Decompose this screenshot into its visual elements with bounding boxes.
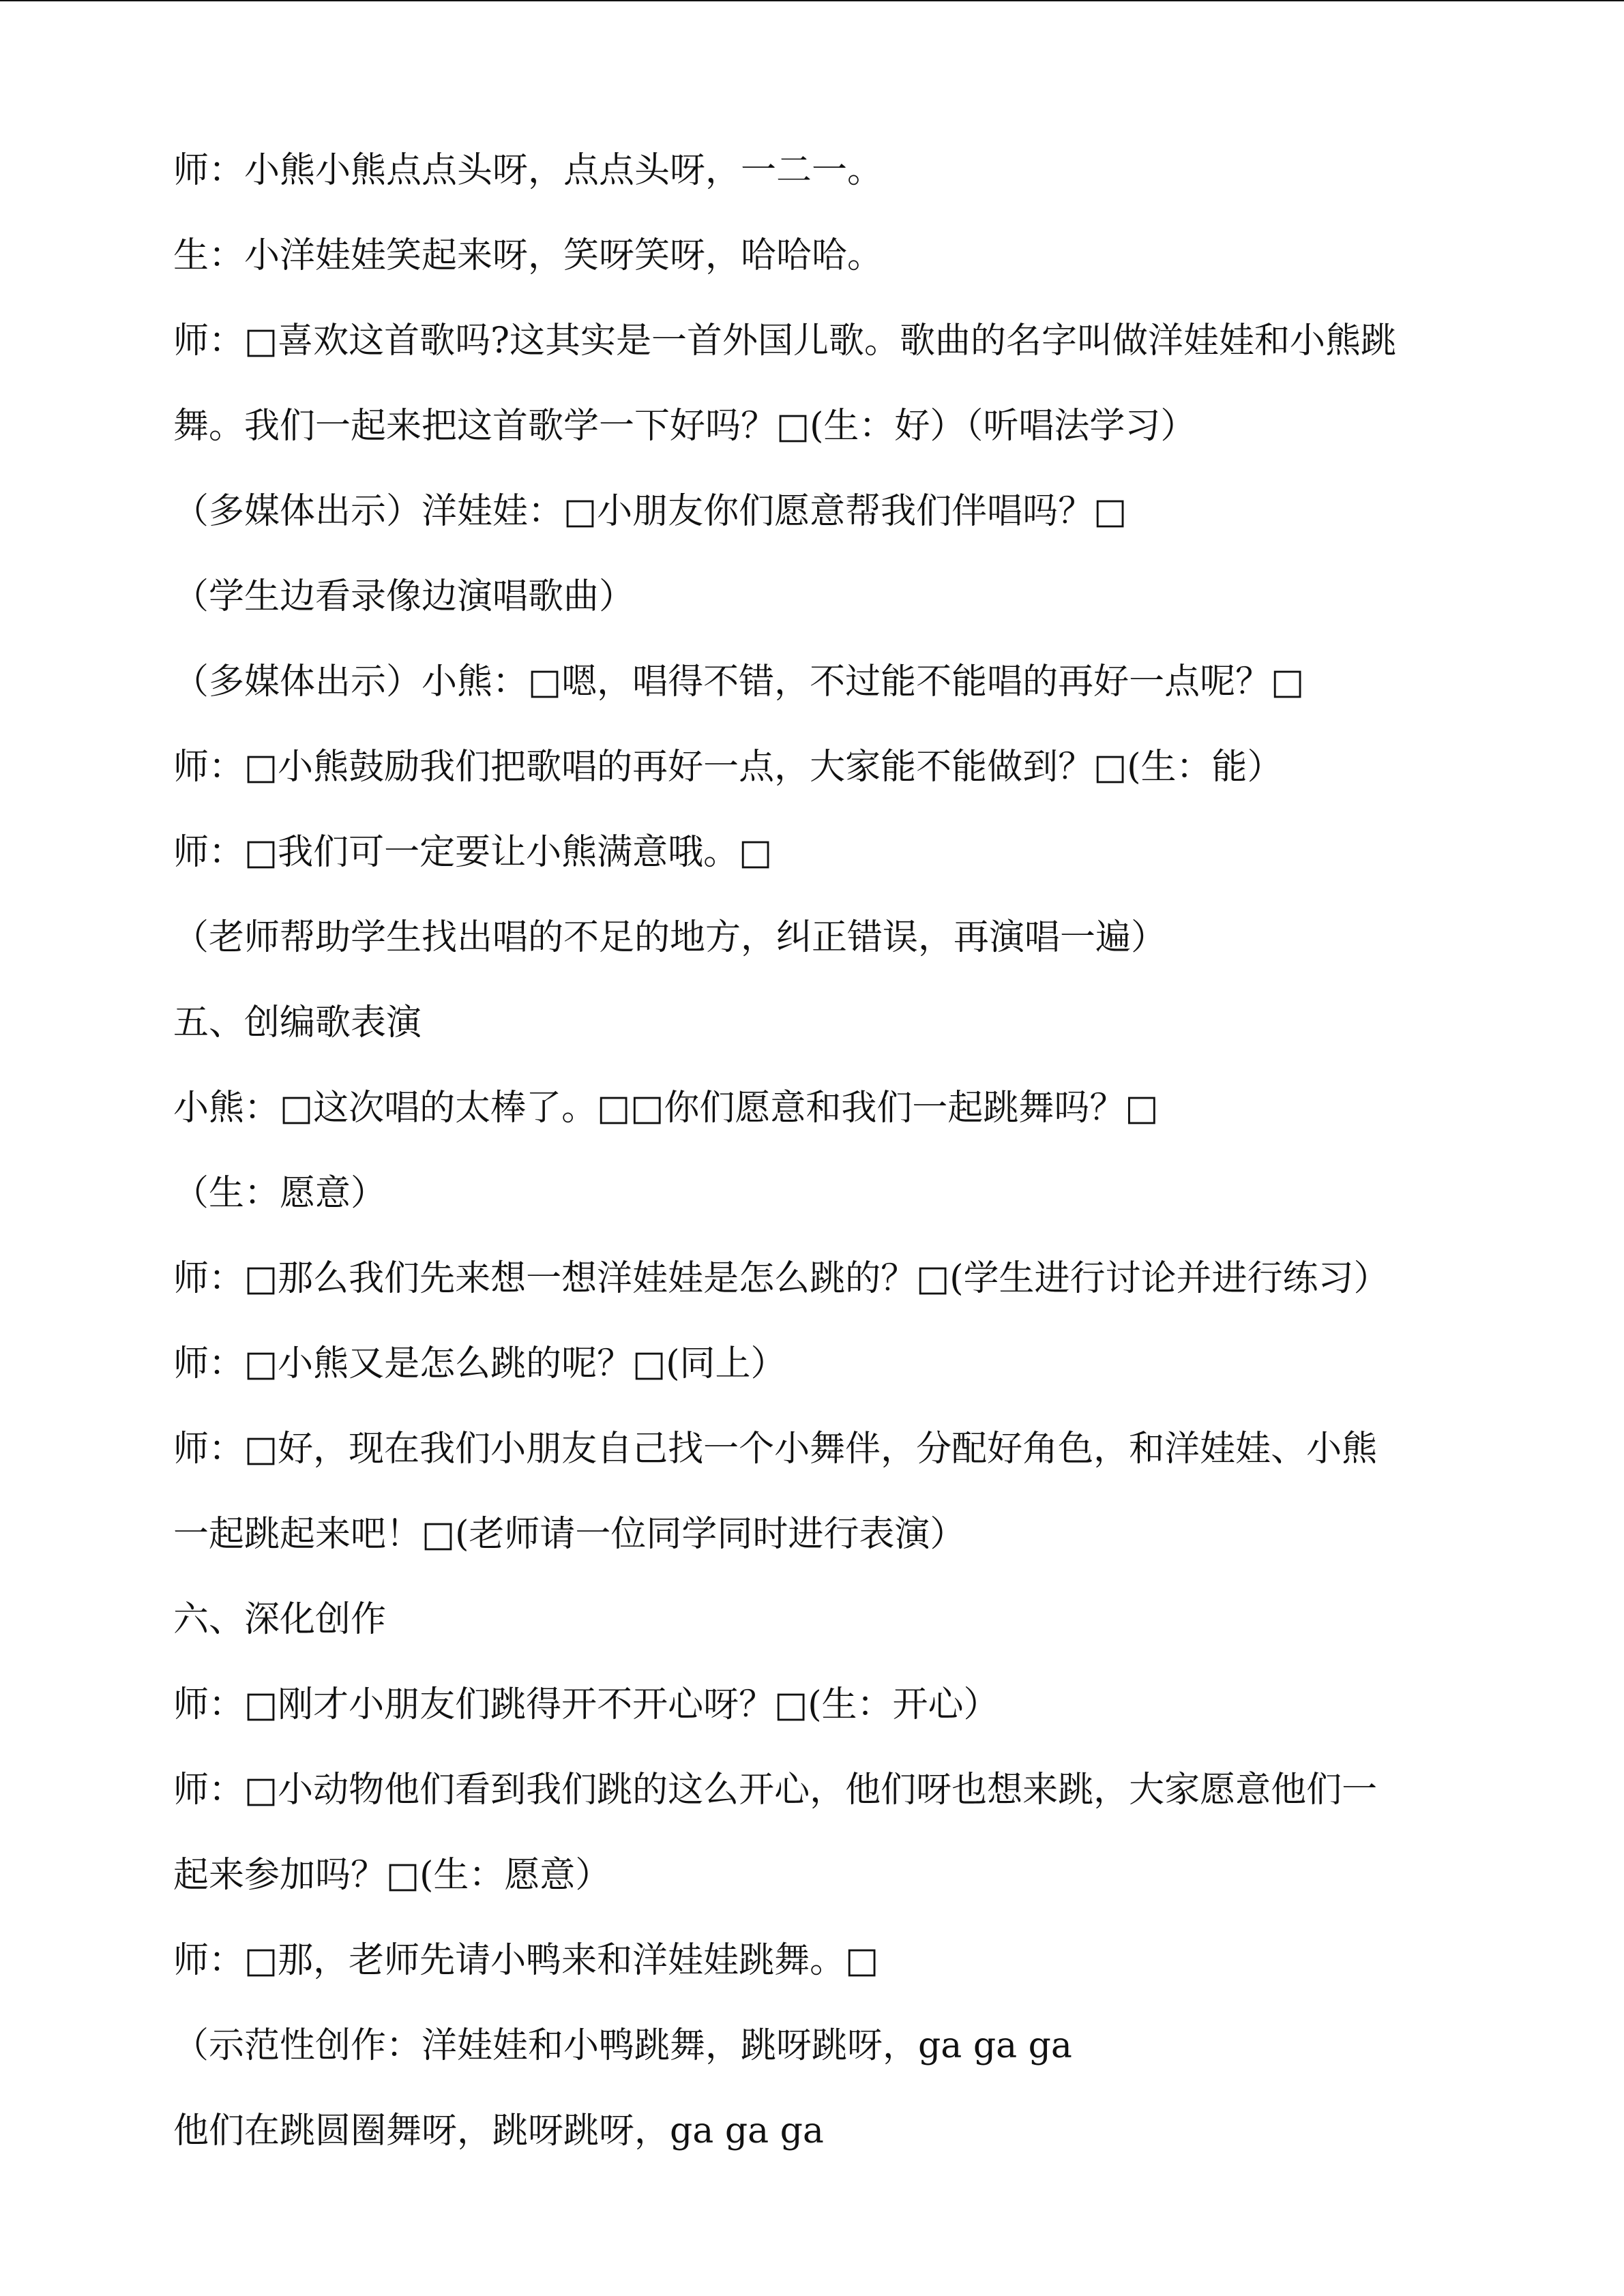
text-line: 师：小熊小熊点点头呀，点点头呀，一二一。 (173, 150, 883, 191)
text-line: 舞。我们一起来把这首歌学一下好吗？□(生：好）（听唱法学习） (173, 406, 1196, 447)
text-line: （学生边看录像边演唱歌曲） (173, 576, 635, 617)
text-line: 师：□我们可一定要让小熊满意哦。□ (173, 832, 773, 873)
text-line: （示范性创作：洋娃娃和小鸭跳舞，跳呀跳呀，ga ga ga (173, 2025, 1072, 2066)
text-line: 他们在跳圆圈舞呀，跳呀跳呀，ga ga ga (173, 2111, 824, 2151)
text-line: 师：□刚才小朋友们跳得开不开心呀？□(生：开心） (173, 1684, 999, 1725)
text-line: 小熊：□这次唱的太棒了。□□你们愿意和我们一起跳舞吗？□ (173, 1088, 1159, 1129)
text-line: 师：□那么我们先来想一想洋娃娃是怎么跳的？□(学生进行讨论并进行练习） (173, 1258, 1389, 1299)
text-line: （生：愿意） (173, 1173, 387, 1214)
text-line: 起来参加吗？□(生：愿意） (173, 1855, 611, 1896)
text-line: 师：□那，老师先请小鸭来和洋娃娃跳舞。□ (173, 1940, 879, 1981)
text-line: （多媒体出示）洋娃娃：□小朋友你们愿意帮我们伴唱吗？□ (173, 491, 1127, 532)
text-line: 师：□好，现在我们小朋友自己找一个小舞伴，分配好角色，和洋娃娃、小熊 (173, 1429, 1378, 1470)
section-heading: 六、深化创作 (173, 1599, 387, 1640)
text-line: 师：□小熊又是怎么跳的呢？□(同上） (173, 1343, 786, 1384)
text-line: 一起跳起来吧！□(老师请一位同学同时进行表演） (173, 1514, 966, 1555)
text-line: 师：□小熊鼓励我们把歌唱的再好一点，大家能不能做到？□(生：能） (173, 747, 1283, 788)
text-line: 师：□小动物他们看到我们跳的这么开心，他们呀也想来跳，大家愿意他们一 (173, 1770, 1378, 1810)
section-heading: 五、创编歌表演 (173, 1002, 422, 1043)
text-line: 师：□喜欢这首歌吗?这其实是一首外国儿歌。歌曲的名字叫做洋娃娃和小熊跳 (173, 320, 1397, 361)
text-line: 生：小洋娃娃笑起来呀，笑呀笑呀，哈哈哈。 (173, 235, 883, 276)
text-line: （多媒体出示）小熊：□嗯，唱得不错，不过能不能唱的再好一点呢？□ (173, 661, 1305, 702)
text-line: （老师帮助学生找出唱的不足的地方，纠正错误，再演唱一遍） (173, 917, 1167, 958)
